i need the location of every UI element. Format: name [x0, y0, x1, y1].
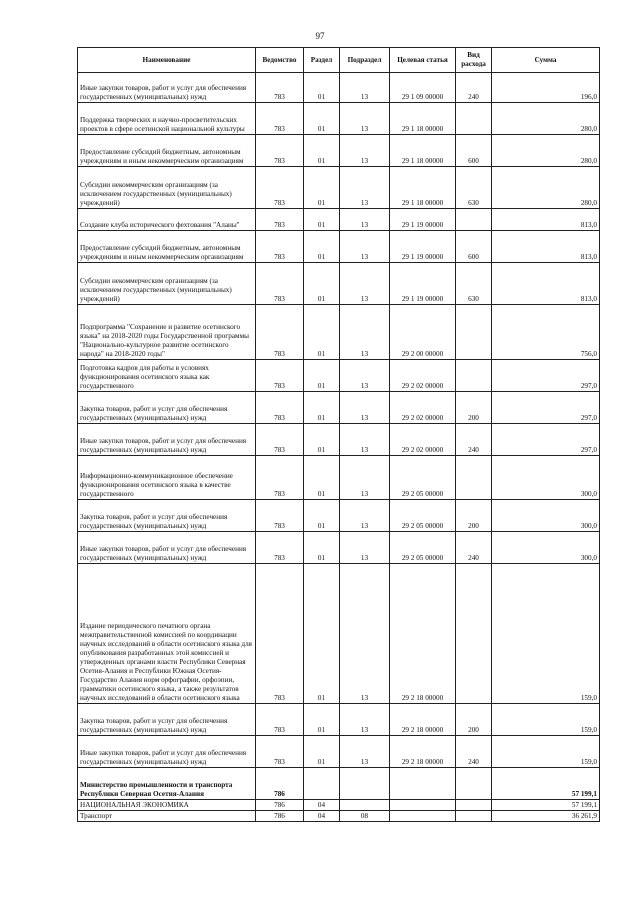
cell-dept: 783	[256, 456, 304, 500]
budget-table	[77, 47, 600, 822]
cell-target: 29 2 18 00000	[390, 564, 456, 704]
table-row	[78, 167, 600, 209]
cell-exp-type: 600	[456, 231, 492, 263]
cell-exp-type	[456, 360, 492, 392]
cell-dept: 783	[256, 500, 304, 532]
cell-target: 29 1 18 00000	[390, 103, 456, 135]
cell-subsection: 13	[340, 392, 390, 424]
cell-exp-type: 600	[456, 135, 492, 167]
table-row	[78, 704, 600, 736]
cell-amount: 813,0	[492, 231, 600, 263]
cell-subsection: 13	[340, 263, 390, 305]
cell-section: 01	[304, 532, 340, 564]
cell-exp-type: 200	[456, 704, 492, 736]
table-row	[78, 360, 600, 392]
header-subsection: Подраздел	[340, 48, 390, 73]
cell-subsection: 13	[340, 73, 390, 103]
header-section: Раздел	[304, 48, 340, 73]
table-body	[78, 73, 600, 822]
cell-subsection: 13	[340, 456, 390, 500]
cell-name: Иные закупки товаров, работ и услуг для обеспечения государственных (муниципальных) нужд	[78, 532, 256, 564]
cell-exp-type: 240	[456, 736, 492, 768]
table-row	[78, 800, 600, 811]
cell-subsection: 13	[340, 704, 390, 736]
cell-name: Субсидии некоммерческим организациям (за исключением государственных (муниципальных) учреждений)	[78, 263, 256, 305]
cell-exp-type	[456, 800, 492, 811]
cell-name: Предоставление субсидий бюджетным, автономным учреждениям и иным некоммерческим организациям	[78, 135, 256, 167]
cell-name: Транспорт	[78, 811, 256, 822]
cell-subsection: 13	[340, 231, 390, 263]
cell-exp-type: 200	[456, 392, 492, 424]
cell-dept: 783	[256, 263, 304, 305]
cell-name: Информационно-коммуникационное обеспечение функционирования осетинского языка в качестве государственного	[78, 456, 256, 500]
cell-section: 01	[304, 424, 340, 456]
header-name: Наименование	[78, 48, 256, 73]
cell-dept: 783	[256, 424, 304, 456]
cell-target: 29 1 19 00000	[390, 209, 456, 231]
table-row	[78, 103, 600, 135]
header-exp-type: Вид расхода	[456, 48, 492, 73]
header-target: Целевая статья	[390, 48, 456, 73]
table-row	[78, 305, 600, 360]
cell-amount: 297,0	[492, 392, 600, 424]
cell-exp-type: 240	[456, 424, 492, 456]
cell-exp-type	[456, 456, 492, 500]
cell-amount: 57 199,1	[492, 800, 600, 811]
cell-dept: 783	[256, 305, 304, 360]
cell-section: 01	[304, 231, 340, 263]
cell-name: Издание периодического печатного органа межправительственной комиссией по координации научных исследований в области осетинского языка для опубликования разработанных этой комиссией и утвержденных органами власти Республики Северная Осетия-Алания и Республики Южная Осетия-Государство Алания норм орфографии, орфоэпии, грамматики осетинского языка, а также результатов научных исследований в области осетинского языка	[78, 564, 256, 704]
cell-amount: 813,0	[492, 263, 600, 305]
cell-target: 29 2 05 00000	[390, 456, 456, 500]
cell-subsection: 13	[340, 103, 390, 135]
cell-amount: 159,0	[492, 736, 600, 768]
cell-name: Подготовка кадров для работы в условиях функционирования осетинского языка как государственного	[78, 360, 256, 392]
cell-section: 01	[304, 305, 340, 360]
cell-dept: 783	[256, 209, 304, 231]
cell-name: Иные закупки товаров, работ и услуг для обеспечения государственных (муниципальных) нужд	[78, 736, 256, 768]
cell-name: Создание клуба исторического фехтования "Аланы"	[78, 209, 256, 231]
cell-target: 29 1 18 00000	[390, 135, 456, 167]
table-row	[78, 392, 600, 424]
cell-section: 01	[304, 736, 340, 768]
cell-dept: 783	[256, 736, 304, 768]
cell-target: 29 2 18 00000	[390, 704, 456, 736]
cell-subsection: 13	[340, 360, 390, 392]
cell-amount: 280,0	[492, 135, 600, 167]
table-row	[78, 500, 600, 532]
cell-amount: 813,0	[492, 209, 600, 231]
cell-section: 01	[304, 564, 340, 704]
cell-dept: 783	[256, 231, 304, 263]
cell-section	[304, 768, 340, 800]
table-row	[78, 424, 600, 456]
cell-amount: 280,0	[492, 103, 600, 135]
cell-dept: 786	[256, 768, 304, 800]
cell-target: 29 2 05 00000	[390, 500, 456, 532]
cell-amount: 300,0	[492, 500, 600, 532]
cell-name: Закупка товаров, работ и услуг для обеспечения государственных (муниципальных) нужд	[78, 392, 256, 424]
cell-dept: 783	[256, 103, 304, 135]
cell-dept: 783	[256, 360, 304, 392]
header-dept: Ведомство	[256, 48, 304, 73]
cell-name: Поддержка творческих и научно-просветительских проектов в сфере осетинской национальной культуры	[78, 103, 256, 135]
cell-section: 01	[304, 360, 340, 392]
cell-target: 29 2 00 00000	[390, 305, 456, 360]
table-row	[78, 209, 600, 231]
cell-subsection: 13	[340, 532, 390, 564]
cell-name: Министерство промышленности и транспорта Республики Северная Осетия-Алания	[78, 768, 256, 800]
cell-dept: 783	[256, 135, 304, 167]
cell-subsection	[340, 800, 390, 811]
cell-exp-type: 630	[456, 167, 492, 209]
cell-exp-type	[456, 209, 492, 231]
cell-name: Предоставление субсидий бюджетным, автономным учреждениям и иным некоммерческим организациям	[78, 231, 256, 263]
table-row	[78, 135, 600, 167]
cell-section: 01	[304, 500, 340, 532]
cell-target: 29 1 09 00000	[390, 73, 456, 103]
cell-exp-type	[456, 564, 492, 704]
cell-dept: 783	[256, 392, 304, 424]
cell-subsection: 13	[340, 305, 390, 360]
cell-section: 01	[304, 209, 340, 231]
cell-dept: 783	[256, 73, 304, 103]
cell-section: 04	[304, 800, 340, 811]
cell-name: Закупка товаров, работ и услуг для обеспечения государственных (муниципальных) нужд	[78, 704, 256, 736]
table-header-row	[78, 48, 600, 73]
table-row	[78, 811, 600, 822]
cell-dept: 783	[256, 167, 304, 209]
cell-amount: 297,0	[492, 360, 600, 392]
cell-target: 29 1 19 00000	[390, 263, 456, 305]
cell-subsection: 13	[340, 500, 390, 532]
cell-section: 01	[304, 263, 340, 305]
cell-exp-type: 240	[456, 532, 492, 564]
cell-section: 01	[304, 167, 340, 209]
cell-section: 01	[304, 135, 340, 167]
cell-dept: 786	[256, 800, 304, 811]
cell-target: 29 1 18 00000	[390, 167, 456, 209]
cell-section: 04	[304, 811, 340, 822]
table-row	[78, 456, 600, 500]
cell-amount: 300,0	[492, 532, 600, 564]
cell-exp-type	[456, 103, 492, 135]
cell-dept: 783	[256, 532, 304, 564]
table-row	[78, 564, 600, 704]
cell-section: 01	[304, 103, 340, 135]
cell-amount: 159,0	[492, 564, 600, 704]
cell-exp-type	[456, 768, 492, 800]
cell-name: Иные закупки товаров, работ и услуг для обеспечения государственных (муниципальных) нужд	[78, 73, 256, 103]
table-row	[78, 736, 600, 768]
cell-subsection: 13	[340, 564, 390, 704]
page-number: 97	[315, 31, 325, 41]
cell-amount: 196,0	[492, 73, 600, 103]
cell-amount: 280,0	[492, 167, 600, 209]
cell-exp-type: 240	[456, 73, 492, 103]
cell-name: Иные закупки товаров, работ и услуг для обеспечения государственных (муниципальных) нужд	[78, 424, 256, 456]
table-row	[78, 768, 600, 800]
cell-amount: 159,0	[492, 704, 600, 736]
cell-target	[390, 811, 456, 822]
cell-exp-type: 630	[456, 263, 492, 305]
cell-amount: 57 199,1	[492, 768, 600, 800]
cell-name: НАЦИОНАЛЬНАЯ ЭКОНОМИКА	[78, 800, 256, 811]
table-row	[78, 263, 600, 305]
cell-section: 01	[304, 73, 340, 103]
cell-exp-type: 200	[456, 500, 492, 532]
cell-target: 29 2 02 00000	[390, 392, 456, 424]
cell-subsection: 08	[340, 811, 390, 822]
cell-name: Закупка товаров, работ и услуг для обеспечения государственных (муниципальных) нужд	[78, 500, 256, 532]
cell-subsection: 13	[340, 167, 390, 209]
cell-target: 29 2 02 00000	[390, 360, 456, 392]
cell-amount: 300,0	[492, 456, 600, 500]
cell-dept: 786	[256, 811, 304, 822]
cell-name: Субсидии некоммерческим организациям (за исключением государственных (муниципальных) учреждений)	[78, 167, 256, 209]
table-row	[78, 532, 600, 564]
cell-subsection: 13	[340, 209, 390, 231]
cell-amount: 756,0	[492, 305, 600, 360]
cell-subsection: 13	[340, 424, 390, 456]
cell-exp-type	[456, 811, 492, 822]
cell-target: 29 1 19 00000	[390, 231, 456, 263]
cell-subsection: 13	[340, 736, 390, 768]
cell-subsection	[340, 768, 390, 800]
cell-dept: 783	[256, 564, 304, 704]
cell-section: 01	[304, 392, 340, 424]
cell-dept: 783	[256, 704, 304, 736]
cell-section: 01	[304, 456, 340, 500]
cell-target: 29 2 05 00000	[390, 532, 456, 564]
cell-name: Подпрограмма "Сохранение и развитие осетинского языка" на 2018-2020 годы Государственной программы "Национально-культурное развитие осетинского народа" на 2018-2020 годы"	[78, 305, 256, 360]
header-amount: Сумма	[492, 48, 600, 73]
table-row	[78, 73, 600, 103]
cell-target	[390, 768, 456, 800]
cell-target: 29 2 18 00000	[390, 736, 456, 768]
cell-target: 29 2 02 00000	[390, 424, 456, 456]
cell-target	[390, 800, 456, 811]
cell-subsection: 13	[340, 135, 390, 167]
cell-amount: 297,0	[492, 424, 600, 456]
cell-exp-type	[456, 305, 492, 360]
table-row	[78, 231, 600, 263]
cell-amount: 36 261,9	[492, 811, 600, 822]
cell-section: 01	[304, 704, 340, 736]
